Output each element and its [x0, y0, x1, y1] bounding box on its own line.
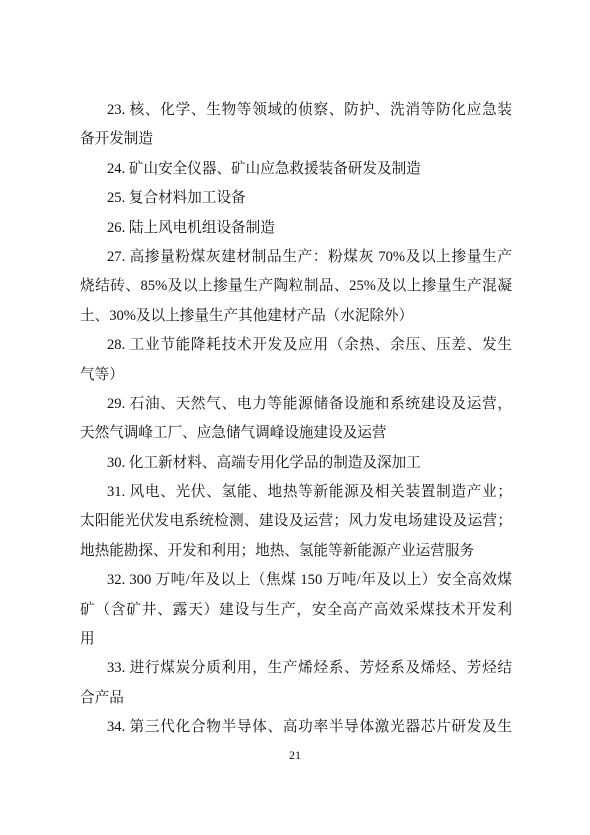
list-item-31	[80, 478, 512, 566]
list-item-line: 28. 工业节能降耗技术开发及应用（余热、余压、压差、发生	[107, 337, 512, 354]
list-item-23	[80, 96, 512, 155]
list-item-33	[80, 654, 512, 713]
list-item-line: 32. 300 万吨/年及以上（焦煤 150 万吨/年及以上）安全高效煤	[107, 572, 512, 589]
list-item-line: 烧结砖、85%及以上掺量生产陶粒制品、25%及以上掺量生产混凝	[80, 278, 512, 295]
document-body	[80, 96, 512, 743]
list-item-line: 气等）	[80, 366, 124, 383]
list-item-line: 用	[80, 631, 95, 648]
list-item-line: 27. 高掺量粉煤灰建材制品生产：粉煤灰 70%及以上掺量生产	[107, 248, 512, 265]
list-item-line: 地热能勘探、开发和利用；地热、氢能等新能源产业运营服务	[80, 542, 475, 559]
list-item-32	[80, 566, 512, 654]
list-item-25	[80, 184, 512, 213]
list-item-line: 26. 陆上风电机组设备制造	[107, 219, 275, 236]
list-item-line: 土、30%及以上掺量生产其他建材产品（水泥除外）	[80, 307, 414, 324]
list-item-line: 34. 第三代化合物半导体、高功率半导体激光器芯片研发及生	[107, 719, 512, 736]
list-item-line: 矿（含矿井、露天）建设与生产，安全高产高效采煤技术开发利	[80, 601, 512, 618]
list-item-line: 天然气调峰工厂、应急储气调峰设施建设及运营	[80, 425, 387, 442]
list-item-line: 33. 进行煤炭分质利用，生产烯烃系、芳烃系及烯烃、芳烃结	[107, 660, 512, 677]
list-item-line: 30. 化工新材料、高端专用化学品的制造及深加工	[107, 454, 421, 471]
list-item-line: 备开发制造	[80, 131, 153, 148]
list-item-34	[80, 713, 512, 742]
page-number: 21	[289, 748, 301, 762]
list-item-line: 24. 矿山安全仪器、矿山应急救援装备研发及制造	[107, 160, 421, 177]
list-item-30	[80, 449, 512, 478]
list-item-line: 23. 核、化学、生物等领域的侦察、防护、洗消等防化应急装	[107, 102, 512, 118]
list-item-26	[80, 214, 512, 243]
list-item-line: 25. 复合材料加工设备	[107, 190, 246, 207]
list-item-line: 29. 石油、天然气、电力等能源储备设施和系统建设及运营，	[107, 395, 512, 412]
list-item-24	[80, 155, 512, 184]
list-item-line: 31. 风电、光伏、氢能、地热等新能源及相关装置制造产业；	[107, 484, 512, 501]
list-item-29	[80, 390, 512, 449]
list-item-27	[80, 243, 512, 331]
list-item-line: 太阳能光伏发电系统检测、建设及运营；风力发电场建设及运营；	[80, 513, 512, 530]
list-item-28	[80, 331, 512, 390]
list-item-line: 合产品	[80, 689, 124, 706]
